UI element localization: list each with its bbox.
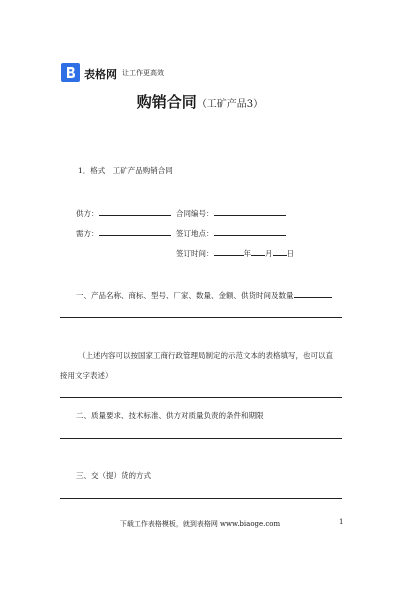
day-label: 日 (286, 249, 294, 258)
month-label: 月 (265, 249, 273, 258)
clause-1-text: 一、产品名称、商标、型号、厂家、数量、金额、供货时间及数量 (76, 291, 294, 300)
buyer-field (76, 228, 171, 239)
clause-1-line (60, 317, 342, 318)
year-blank[interactable] (214, 254, 244, 256)
sign-time-label: 签订时间： (176, 249, 214, 258)
logo-icon (61, 63, 80, 82)
day-blank[interactable] (273, 254, 287, 256)
brand-slogan: 让工作更高效 (122, 69, 164, 77)
contract-no-field (176, 208, 286, 219)
buyer-blank[interactable] (99, 234, 171, 236)
clause-3-line (60, 498, 342, 499)
footer-text: 下载工作表格模板，就到表格网 www.biaoge.com (119, 520, 281, 528)
month-blank[interactable] (251, 254, 265, 256)
buyer-label: 需方： (76, 229, 99, 238)
title-main: 购销合同 (136, 93, 197, 111)
sign-place-blank[interactable] (214, 234, 286, 236)
section-format: 1．格式 工矿产品购销合同 (78, 166, 173, 175)
supplier-label: 供方： (76, 209, 99, 218)
clause-2: 二、质量要求、技术标准、供方对质量负责的条件和期限 (76, 411, 264, 420)
contract-no-label: 合同编号： (176, 209, 214, 218)
year-label: 年 (243, 249, 251, 258)
clause-3: 三、交（提）货的方式 (76, 471, 151, 480)
title-sub: （工矿产品3） (196, 99, 264, 110)
page-number: 1 (339, 518, 344, 526)
supplier-blank[interactable] (99, 214, 171, 216)
clause-1 (76, 290, 332, 301)
note-line-1: （上述内容可以按国家工商行政管理局制定的示范文本的表格填写，也可以直 (78, 351, 333, 360)
sign-place-field (176, 228, 286, 239)
note-line-2: 接用文字表述） (60, 371, 113, 380)
sign-place-label: 签订地点： (176, 229, 214, 238)
brand-name: 表格网 (84, 68, 117, 81)
clause-1-blank[interactable] (294, 296, 332, 298)
supplier-field (76, 208, 171, 219)
sign-time-field (176, 248, 294, 259)
document-title (0, 91, 400, 112)
clause-2-line (60, 438, 342, 439)
contract-no-blank[interactable] (214, 214, 286, 216)
note-line (60, 397, 342, 398)
